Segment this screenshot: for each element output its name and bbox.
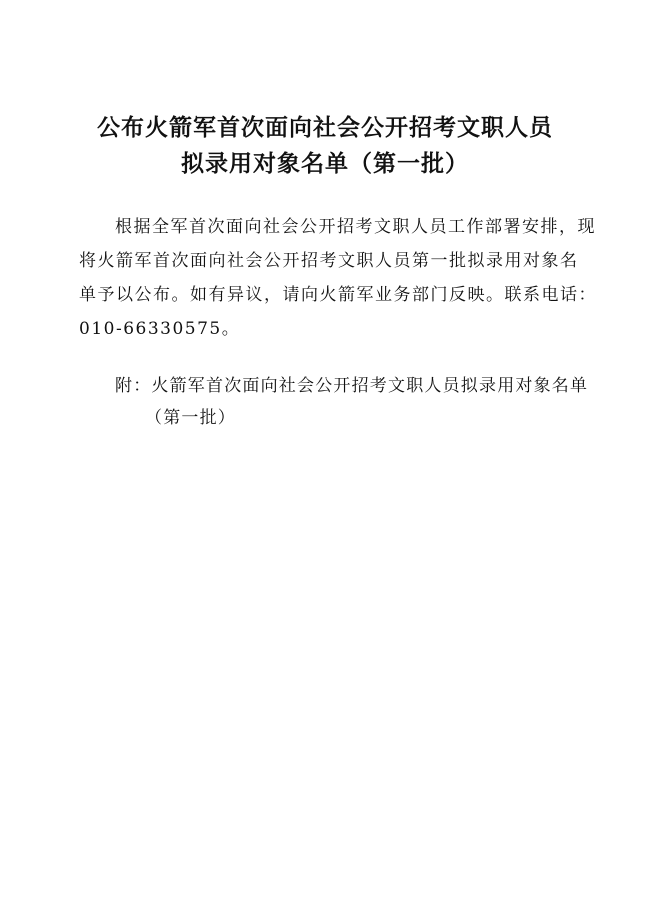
body-paragraph: [79, 210, 597, 346]
body-line-3: 单予以公布。如有异议，请向火箭军业务部门反映。联系电话：: [79, 285, 597, 305]
body-line-1: 根据全军首次面向社会公开招考文职人员工作部署安排，现: [115, 217, 596, 237]
document-title: [0, 110, 650, 182]
title-line-2: 拟录用对象名单（第一批）: [181, 150, 469, 177]
body-line-4: 010-66330575。: [79, 319, 241, 339]
body-line-2: 将火箭军首次面向社会公开招考文职人员第一批拟录用对象名: [79, 251, 579, 271]
attachment-note: [115, 370, 588, 434]
attachment-line-2: （第一批）: [145, 408, 236, 428]
attachment-line-1: 附：火箭军首次面向社会公开招考文职人员拟录用对象名单: [115, 376, 589, 396]
title-line-1: 公布火箭军首次面向社会公开招考文职人员: [97, 114, 553, 141]
